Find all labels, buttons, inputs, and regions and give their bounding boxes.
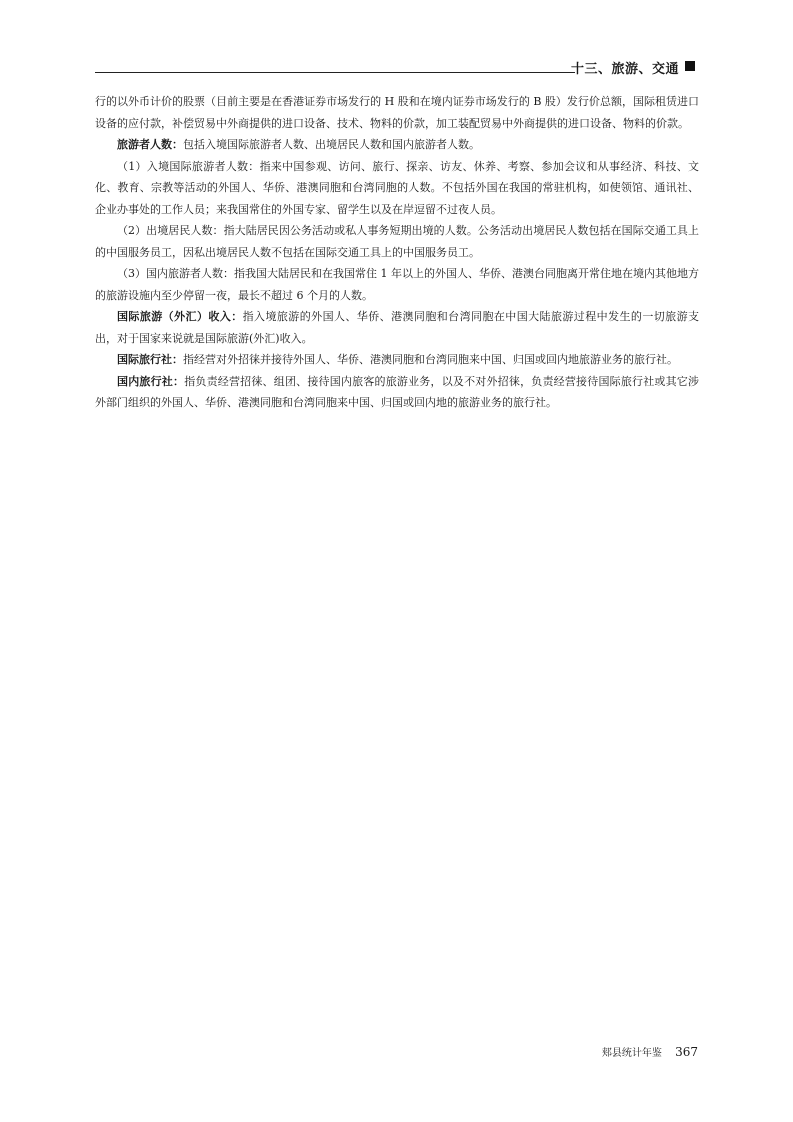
book-title: 郏县统计年鉴 [601, 1048, 662, 1059]
paragraph-tourist-count [95, 134, 699, 156]
paragraph-intl-travel-agency [95, 349, 699, 371]
header-rule [95, 72, 575, 73]
paragraph-outbound-residents: （2）出境居民人数：指大陆居民因公务活动或私人事务短期出境的人数。公务活动出境居民人数包括在国际交通工具上的中国服务员工，因私出境居民人数不包括在国际交通工具上的中国服务员工。 [95, 224, 699, 259]
paragraph-continuation: 行的以外币计价的股票（目前主要是在香港证券市场发行的 H 股和在境内证券市场发行的 B 股）发行价总额，国际租赁进口设备的应付款，补偿贸易中外商提供的进口设备、技术、物料的价款，加工装配贸易中外商提供的进口设备、物料的价款。 [95, 95, 699, 130]
definition-tourist-count: 包括入境国际旅游者人数、出境居民人数和国内旅游者人数。 [183, 138, 480, 151]
term-intl-travel-agency: 国际旅行社： [117, 353, 183, 366]
page-number: 367 [675, 1045, 698, 1059]
page-header [95, 58, 695, 78]
term-domestic-travel-agency: 国内旅行社： [117, 374, 185, 388]
term-tourist-count: 旅游者人数： [117, 138, 183, 151]
paragraph-domestic-travel-agency [95, 371, 699, 414]
section-title: 十三、旅游、交通 [570, 62, 679, 77]
paragraph-tourism-revenue [95, 306, 699, 349]
paragraph-inbound-tourists: （1）入境国际旅游者人数：指来中国参观、访问、旅行、探亲、访友、休养、考察、参加会议和从事经济、科技、文化、教育、宗教等活动的外国人、华侨、港澳同胞和台湾同胞的人数。不包括外国在我国的常驻机构，如使领馆、通讯社、企业办事处的工作人员；来我国常住的外国专家、留学生以及在岸逗留不过夜人员。 [95, 159, 699, 216]
term-tourism-revenue: 国际旅游（外汇）收入： [117, 310, 243, 323]
definition-domestic-travel-agency: 指负责经营招徕、组团、接待国内旅客的旅游业务，以及不对外招徕，负责经营接待国际旅行社或其它涉外部门组织的外国人、华侨、港澳同胞和台湾同胞来中国、归国或回内地的旅游业务的旅行社。 [95, 374, 700, 409]
paragraph-domestic-tourists: （3）国内旅游者人数：指我国大陆居民和在我国常住 1 年以上的外国人、华侨、港澳台同胞离开常住地在境内其他地方的旅游设施内至少停留一夜，最长不超过 6 个月的人数。 [95, 267, 699, 302]
definition-intl-travel-agency: 指经营对外招徕并接待外国人、华侨、港澳同胞和台湾同胞来中国、归国或回内地旅游业务的旅行社。 [183, 353, 678, 366]
body-text [95, 91, 699, 414]
page-footer [602, 1044, 698, 1059]
definition-tourism-revenue: 指入境旅游的外国人、华侨、港澳同胞和台湾同胞在中国大陆旅游过程中发生的一切旅游支出，对于国家来说就是国际旅游(外汇)收入。 [95, 310, 700, 345]
square-marker-icon [685, 61, 695, 71]
